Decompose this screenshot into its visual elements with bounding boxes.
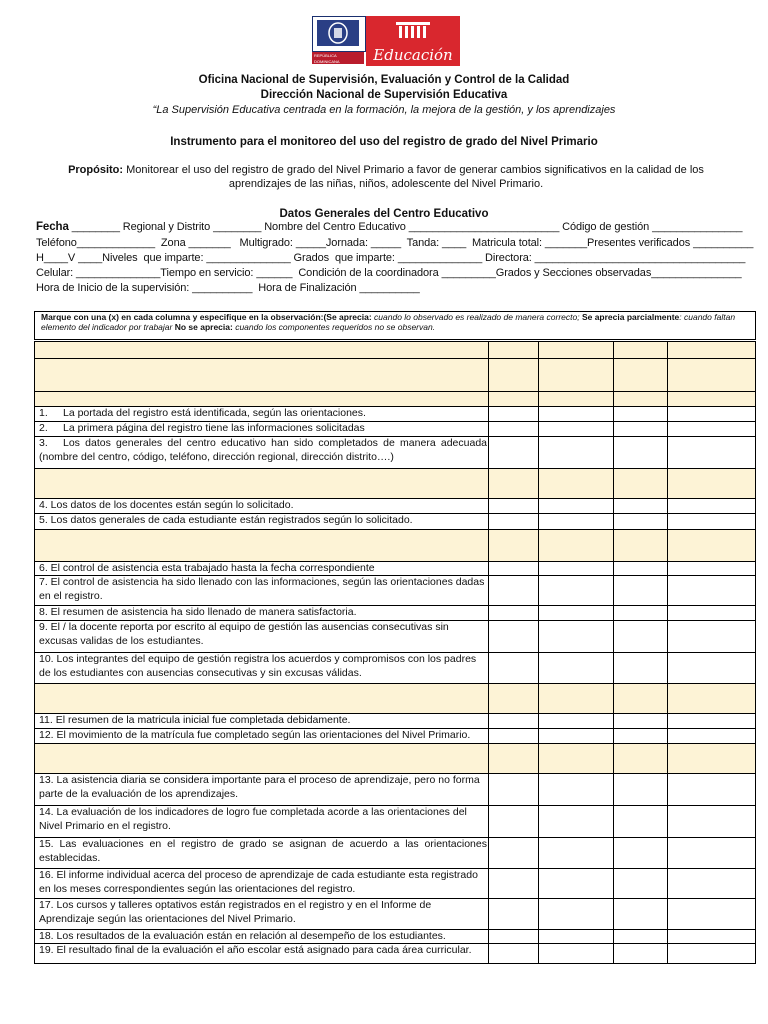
indicator-text	[39, 944, 487, 958]
indicator-label: 10. Los integrantes del equipo de gestión registra los acuerdos y compromisos con los padres de los estudiantes con ausencias consecutivas y sin excusas válidas.	[39, 653, 477, 679]
indicator-cell	[34, 436, 489, 468]
checkbox-cell[interactable]	[539, 605, 614, 620]
table-row	[34, 773, 756, 805]
checkbox-cell[interactable]	[539, 728, 614, 743]
checkbox-cell[interactable]	[614, 837, 668, 868]
checkbox-cell[interactable]	[614, 620, 668, 652]
table-rule	[34, 652, 756, 653]
indicator-label: La primera página del registro tiene las informaciones solicitadas	[63, 422, 365, 434]
checkbox-cell[interactable]	[489, 421, 539, 436]
indicator-label: 14. La evaluación de los indicadores de logro fue completada acorde a las orientaciones del Nivel Primario en el registro.	[39, 806, 467, 832]
section-band-row	[34, 683, 756, 713]
checkbox-cell[interactable]	[539, 868, 614, 898]
checkbox-cell[interactable]	[668, 561, 756, 575]
checkbox-cell[interactable]	[489, 341, 539, 358]
table-rule	[34, 943, 756, 944]
indicator-cell	[34, 943, 489, 963]
checkbox-cell[interactable]	[668, 513, 756, 529]
checkbox-cell[interactable]	[489, 468, 539, 498]
indicator-label: Los datos generales del centro educativo han sido completados de manera adecuada (nombre del centro, código, teléfono, dirección regional, dirección distrito….)	[39, 437, 487, 463]
indicator-cell	[34, 468, 489, 498]
indicator-text	[39, 499, 487, 513]
table-rule	[34, 341, 756, 342]
checkbox-cell[interactable]	[539, 406, 614, 421]
table-rule	[34, 391, 756, 392]
checkbox-cell[interactable]	[614, 929, 668, 943]
table-rule	[34, 358, 756, 359]
indicator-label: 8. El resumen de asistencia ha sido llenado de manera satisfactoria.	[39, 606, 357, 618]
table-rule	[34, 805, 756, 806]
indicator-text	[39, 576, 487, 603]
indicator-cell	[34, 605, 489, 620]
indicator-cell	[34, 713, 489, 728]
checkbox-cell[interactable]	[668, 406, 756, 421]
checkbox-cell[interactable]	[489, 498, 539, 513]
table-row	[34, 837, 756, 868]
section-band-row	[34, 743, 756, 773]
checkbox-cell[interactable]	[614, 436, 668, 468]
table-rule	[34, 406, 756, 407]
checkbox-cell[interactable]	[489, 391, 539, 406]
table-row	[34, 943, 756, 963]
checkbox-cell[interactable]	[489, 868, 539, 898]
indicator-cell	[34, 743, 489, 773]
checkbox-cell[interactable]	[614, 513, 668, 529]
indicator-text	[39, 869, 487, 896]
general-data-row-3: H____V ____Niveles que imparte: ______________ Grados que imparte: ______________ Directora: ___________________________________	[36, 252, 746, 264]
table-rule	[34, 620, 756, 621]
checkbox-cell[interactable]	[539, 743, 614, 773]
checkbox-cell[interactable]	[539, 498, 614, 513]
checkbox-cell[interactable]	[614, 743, 668, 773]
checkbox-cell[interactable]	[539, 837, 614, 868]
indicator-label: 18. Los resultados de la evaluación están en relación al desempeño de los estudiantes.	[39, 930, 446, 942]
checkbox-cell[interactable]	[614, 605, 668, 620]
general-data-row-1: Fecha ________ Regional y Distrito ________ Nombre del Centro Educativo _________________________ Código de gestión _______________	[36, 221, 743, 233]
table-rule	[34, 837, 756, 838]
indicator-label: 13. La asistencia diaria se considera importante para el proceso de aprendizaje, pero no forma parte de la evaluación de los aprendizajes.	[39, 774, 480, 800]
table-row	[34, 561, 756, 575]
indicator-cell	[34, 929, 489, 943]
indicator-cell	[34, 513, 489, 529]
checkbox-cell[interactable]	[539, 683, 614, 713]
checkbox-cell[interactable]	[539, 436, 614, 468]
checkbox-cell[interactable]	[539, 929, 614, 943]
checkbox-cell[interactable]	[489, 713, 539, 728]
table-rule	[34, 728, 756, 729]
table-row	[34, 436, 756, 468]
checkbox-cell[interactable]	[614, 529, 668, 561]
indicator-text	[39, 714, 487, 728]
indicator-cell	[34, 683, 489, 713]
checkbox-cell[interactable]	[614, 421, 668, 436]
general-data-row-4: Celular: ______________Tiempo en servicio: ______ Condición de la coordinadora _________Grados y Secciones observadas_______________	[36, 267, 742, 279]
indicator-cell	[34, 773, 489, 805]
checkbox-cell[interactable]	[539, 468, 614, 498]
checkbox-cell[interactable]	[614, 498, 668, 513]
table-rule	[34, 743, 756, 744]
republic-seal-logo	[312, 16, 366, 52]
checkbox-cell[interactable]	[489, 773, 539, 805]
table-row	[34, 605, 756, 620]
indicator-label: 5. Los datos generales de cada estudiante están registrados según lo solicitado.	[39, 514, 413, 526]
table-rule	[34, 868, 756, 869]
checkbox-cell[interactable]	[614, 943, 668, 963]
table-rule	[34, 529, 756, 530]
checkbox-cell[interactable]	[489, 620, 539, 652]
indicator-text	[39, 621, 487, 648]
indicator-label: 11. El resumen de la matricula inicial fue completada debidamente.	[39, 714, 351, 726]
table-rule	[34, 713, 756, 714]
checkbox-cell[interactable]	[489, 728, 539, 743]
checkbox-cell[interactable]	[668, 358, 756, 391]
indicator-cell	[34, 529, 489, 561]
indicator-number: 2.	[39, 422, 48, 434]
indicator-text	[39, 930, 487, 944]
checkbox-cell[interactable]	[539, 391, 614, 406]
indicator-cell	[34, 498, 489, 513]
table-rule	[34, 575, 756, 576]
checkbox-cell[interactable]	[539, 513, 614, 529]
checkbox-cell[interactable]	[668, 743, 756, 773]
table-row	[34, 575, 756, 605]
indicator-text	[39, 514, 487, 528]
checkbox-cell[interactable]	[668, 575, 756, 605]
table-row	[34, 713, 756, 728]
table-rule	[34, 498, 756, 499]
indicator-number: 3.	[39, 437, 48, 449]
indicator-cell	[34, 341, 489, 358]
checkbox-cell[interactable]	[668, 620, 756, 652]
table-row	[34, 728, 756, 743]
table-row	[34, 898, 756, 929]
checkbox-cell[interactable]	[614, 358, 668, 391]
checkbox-cell[interactable]	[539, 805, 614, 837]
document-title: Instrumento para el monitoreo del uso del registro de grado del Nivel Primario	[170, 136, 598, 148]
indicator-text	[39, 774, 487, 801]
checkbox-cell[interactable]	[668, 943, 756, 963]
indicator-cell	[34, 868, 489, 898]
checkbox-cell[interactable]	[539, 943, 614, 963]
checkbox-cell[interactable]	[489, 683, 539, 713]
checkbox-cell[interactable]	[614, 683, 668, 713]
checkbox-cell[interactable]	[489, 436, 539, 468]
indicator-cell	[34, 406, 489, 421]
table-row	[34, 421, 756, 436]
coat-of-arms-icon	[317, 20, 359, 46]
checkbox-cell[interactable]	[489, 513, 539, 529]
indicator-cell	[34, 561, 489, 575]
table-rule	[34, 898, 756, 899]
checkbox-cell[interactable]	[668, 837, 756, 868]
checkbox-cell[interactable]	[668, 468, 756, 498]
checkbox-cell[interactable]	[539, 620, 614, 652]
indicator-label: 12. El movimiento de la matrícula fue completado según las orientaciones del Nivel Primario.	[39, 729, 471, 741]
table-row	[34, 513, 756, 529]
checkbox-cell[interactable]	[668, 805, 756, 837]
indicator-text	[39, 653, 487, 680]
indicator-cell	[34, 421, 489, 436]
checkbox-cell[interactable]	[614, 868, 668, 898]
indicator-label: 6. El control de asistencia esta trabajado hasta la fecha correspondiente	[39, 562, 375, 574]
republic-band	[312, 52, 364, 64]
checkbox-cell[interactable]	[489, 837, 539, 868]
checkbox-cell[interactable]	[489, 929, 539, 943]
general-data-row-5: Hora de Inicio de la supervisión: __________ Hora de Finalización __________	[36, 282, 420, 294]
checkbox-cell[interactable]	[668, 391, 756, 406]
table-rule	[34, 436, 756, 437]
checkbox-cell[interactable]	[489, 575, 539, 605]
section-band-row	[34, 391, 756, 406]
direction-name: Dirección Nacional de Supervisión Educativa	[260, 89, 508, 101]
table-rule	[34, 773, 756, 774]
indicator-label: 16. El informe individual acerca del proceso de aprendizaje de cada estudiante esta registrado en los meses correspondientes según las orientaciones del registro.	[39, 869, 478, 895]
checkbox-cell[interactable]	[668, 868, 756, 898]
checkbox-cell[interactable]	[668, 652, 756, 683]
indicator-label: 4. Los datos de los docentes están según lo solicitado.	[39, 499, 294, 511]
indicator-cell	[34, 358, 489, 391]
indicator-text	[39, 562, 487, 576]
checkbox-cell[interactable]	[614, 561, 668, 575]
indicator-label: 19. El resultado final de la evaluación el año escolar está asignado para cada área curricular.	[39, 944, 472, 956]
section-band-row	[34, 468, 756, 498]
checkbox-cell[interactable]	[539, 529, 614, 561]
purpose-label: Propósito:	[68, 164, 124, 176]
checkbox-cell[interactable]	[668, 898, 756, 929]
indicator-text	[39, 422, 487, 436]
checkbox-cell[interactable]	[614, 898, 668, 929]
checkbox-cell[interactable]	[539, 652, 614, 683]
republic-logo-text: REPÚBLICA DOMINICANA	[314, 53, 340, 64]
checkbox-cell[interactable]	[668, 713, 756, 728]
table-row	[34, 498, 756, 513]
table-bottom-rule	[34, 963, 756, 964]
table-row	[34, 652, 756, 683]
checkbox-cell[interactable]	[668, 728, 756, 743]
checkbox-cell[interactable]	[539, 341, 614, 358]
indicator-text	[39, 729, 487, 743]
building-icon	[396, 22, 430, 40]
checkbox-cell[interactable]	[668, 605, 756, 620]
table-rule	[34, 513, 756, 514]
checkbox-cell[interactable]	[539, 575, 614, 605]
purpose-paragraph	[36, 163, 736, 191]
checkbox-cell[interactable]	[614, 391, 668, 406]
checkbox-cell[interactable]	[614, 713, 668, 728]
instructions-box: Marque con una (x) en cada columna y especifique en la observación:(Se aprecia: cuando lo observado es realizado de manera correcto; Se aprecia parcialmente: cuando faltan elemento del indicador por trabajar No se aprecia: cuando los componentes requeridos no se observan.	[34, 311, 756, 340]
indicator-number: 1.	[39, 407, 48, 419]
table-row	[34, 868, 756, 898]
indicator-label: 17. Los cursos y talleres optativos están registrados en el registro y en el Informe de Aprendizaje según las orientaciones del Nivel Primario.	[39, 899, 432, 925]
checkbox-cell[interactable]	[489, 652, 539, 683]
checkbox-cell[interactable]	[614, 341, 668, 358]
indicator-cell	[34, 652, 489, 683]
checkbox-cell[interactable]	[668, 341, 756, 358]
indicator-text	[39, 838, 487, 865]
checkbox-cell[interactable]	[489, 943, 539, 963]
checkbox-cell[interactable]	[489, 406, 539, 421]
indicator-cell	[34, 898, 489, 929]
indicator-text	[39, 899, 487, 926]
indicator-text	[39, 606, 487, 620]
indicator-label: 15. Las evaluaciones en el registro de grado se asignan de acuerdo a las orientaciones establecidas.	[39, 838, 487, 864]
checkbox-cell[interactable]	[489, 605, 539, 620]
indicator-text	[39, 806, 487, 833]
indicator-label: La portada del registro está identificada, según las orientaciones.	[63, 407, 366, 419]
checkbox-cell[interactable]	[489, 561, 539, 575]
table-rule	[34, 929, 756, 930]
indicator-cell	[34, 620, 489, 652]
checkbox-cell[interactable]	[489, 358, 539, 391]
indicator-text	[39, 437, 487, 464]
section-band-row	[34, 358, 756, 391]
section-band-row	[34, 529, 756, 561]
checkbox-cell[interactable]	[539, 421, 614, 436]
checkbox-cell[interactable]	[668, 498, 756, 513]
indicator-cell	[34, 391, 489, 406]
checkbox-cell[interactable]	[614, 468, 668, 498]
checkbox-cell[interactable]	[614, 406, 668, 421]
checkbox-cell[interactable]	[668, 436, 756, 468]
indicator-cell	[34, 728, 489, 743]
indicator-cell	[34, 575, 489, 605]
checkbox-cell[interactable]	[539, 561, 614, 575]
checkbox-cell[interactable]	[668, 929, 756, 943]
indicator-cell	[34, 805, 489, 837]
indicator-label: 9. El / la docente reporta por escrito al equipo de gestión las ausencias consecutivas sin excusas validas de los estudiantes.	[39, 621, 449, 647]
indicator-label: 7. El control de asistencia ha sido llenado con las informaciones, según las orientaciones dadas en el registro.	[39, 576, 485, 602]
checkbox-cell[interactable]	[489, 898, 539, 929]
table-row	[34, 929, 756, 943]
office-name: Oficina Nacional de Supervisión, Evaluación y Control de la Calidad	[198, 74, 570, 86]
slogan: “La Supervisión Educativa centrada en la formación, la mejora de la gestión, y los aprendizajes	[152, 104, 616, 116]
section-band-row	[34, 341, 756, 358]
checkbox-cell[interactable]	[668, 421, 756, 436]
checkbox-cell[interactable]	[489, 743, 539, 773]
checkbox-cell[interactable]	[668, 773, 756, 805]
table-row	[34, 406, 756, 421]
table-rule	[34, 468, 756, 469]
checkbox-cell[interactable]	[489, 529, 539, 561]
table-rule	[34, 683, 756, 684]
checkbox-cell[interactable]	[539, 773, 614, 805]
checkbox-cell[interactable]	[539, 713, 614, 728]
checkbox-cell[interactable]	[489, 805, 539, 837]
checkbox-cell[interactable]	[614, 805, 668, 837]
table-row	[34, 805, 756, 837]
indicator-text	[39, 407, 487, 421]
ministry-education-logo	[366, 16, 460, 66]
checkbox-cell[interactable]	[614, 652, 668, 683]
checkbox-cell[interactable]	[668, 683, 756, 713]
checkbox-cell[interactable]	[539, 898, 614, 929]
checkbox-cell[interactable]	[614, 728, 668, 743]
table-rule	[34, 561, 756, 562]
general-data-title: Datos Generales del Centro Educativo	[279, 208, 489, 220]
table-rule	[34, 605, 756, 606]
logo-wordmark: Educación	[373, 46, 453, 64]
checkbox-cell[interactable]	[614, 575, 668, 605]
general-data-row-2: Teléfono_____________ Zona _______ Multigrado: _____Jornada: _____ Tanda: ____ Matricula total: _______Presentes verificados __________	[36, 237, 754, 249]
table-rule	[34, 421, 756, 422]
checkbox-cell[interactable]	[539, 358, 614, 391]
checkbox-cell[interactable]	[668, 529, 756, 561]
checkbox-cell[interactable]	[614, 773, 668, 805]
indicator-cell	[34, 837, 489, 868]
table-row	[34, 620, 756, 652]
purpose-text: Monitorear el uso del registro de grado del Nivel Primario a favor de generar cambios significativos en la calidad de los aprendizajes de las niñas, niños, adolescente del Nivel Primario.	[123, 164, 704, 190]
